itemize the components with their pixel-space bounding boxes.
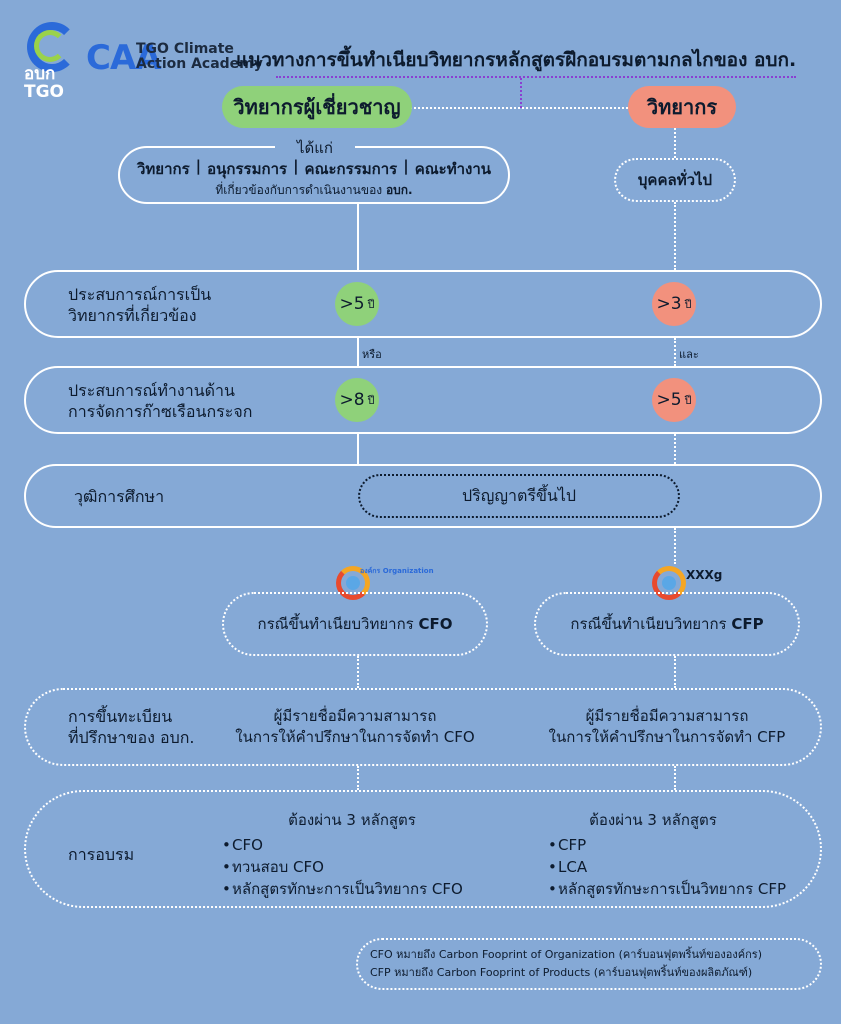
expert-header: วิทยากรผู้เชี่ยวชาญ — [222, 86, 412, 128]
course-item: • หลักสูตรทักษะการเป็นวิทยากร CFO — [222, 878, 482, 900]
speaker-ghg-years: >5 ปี — [652, 378, 696, 422]
speaker-target-box: บุคคลทั่วไป — [614, 158, 736, 202]
row-connector — [674, 766, 676, 790]
row-connector — [357, 338, 359, 366]
join-or: หรือ — [362, 348, 382, 361]
cfp-case-box: กรณีขึ้นทำเนียบวิทยากร CFP — [534, 592, 800, 656]
case-connector — [357, 656, 359, 688]
row-connector — [674, 338, 676, 366]
title-underline — [276, 76, 796, 78]
speaker-connector-top — [674, 128, 676, 158]
roles-note: ที่เกี่ยวข้องกับการดำเนินงานของ อบก. — [215, 183, 413, 197]
expert-connector — [357, 204, 359, 270]
caa-subtitle: TGO Climate Action Academy — [136, 41, 263, 72]
course-item: • LCA — [548, 856, 808, 878]
tgo-logo-inner-ring-icon — [34, 30, 66, 62]
cfo-training — [222, 808, 482, 900]
cfo-training-header: ต้องผ่าน 3 หลักสูตร — [288, 811, 416, 829]
cfp-training — [548, 808, 808, 900]
course-item: • CFP — [548, 834, 808, 856]
speaker-speaker-years: >3 ปี — [652, 282, 696, 326]
speaker-header: วิทยากร — [628, 86, 736, 128]
row-education-label: วุฒิการศึกษา — [74, 487, 165, 506]
cfp-registration: ผู้มีรายชื่อมีความสามารถ ในการให้คำปรึกษาในการจัดทำ CFP — [548, 707, 786, 746]
tgo-logo-thai: อบก — [24, 64, 56, 84]
footnotes — [370, 946, 816, 982]
row-registration-label: การขึ้นทะเบียน ที่ปรึกษาของ อบก. — [68, 707, 195, 747]
course-item: • หลักสูตรทักษะการเป็นวิทยากร CFP — [548, 878, 808, 900]
row-ghg-experience-label: ประสบการณ์ทำงานด้าน การจัดการก๊าซเรือนกระจก — [68, 381, 253, 421]
expert-speaker-years: >5 ปี — [335, 282, 379, 326]
tgo-logo — [24, 22, 76, 102]
cfp-training-header: ต้องผ่าน 3 หลักสูตร — [589, 811, 717, 829]
cfp-logo-icon: XXXg — [652, 562, 712, 606]
row-training-label: การอบรม — [68, 845, 135, 864]
role-item: วิทยากร — [136, 160, 190, 178]
role-item: คณะทำงาน — [414, 160, 492, 178]
row-connector — [674, 528, 676, 564]
expert-ghg-years: >8 ปี — [335, 378, 379, 422]
education-value: ปริญญาตรีขึ้นไป — [358, 474, 680, 518]
cfo-logo-icon: องค์กร Organization — [336, 562, 380, 606]
expert-roles-list: วิทยากร | อนุกรรมการ | คณะกรรมการ | คณะทำงาน — [126, 157, 502, 181]
caa-logo: CAA — [86, 38, 161, 78]
case-connector — [674, 656, 676, 688]
footnote-cfo: CFO หมายถึง Carbon Fooprint of Organization (คาร์บอนฟุตพริ้นท์ขององค์กร) — [370, 948, 762, 961]
includes-label: ได้แก่ — [275, 136, 355, 160]
row-connector — [357, 766, 359, 790]
page-title: แนวทางการขึ้นทำเนียบวิทยากรหลักสูตรฝึกอบรมตามกลไกของ อบก. — [236, 49, 797, 71]
speaker-connector — [674, 202, 676, 270]
tgo-logo-en: TGO — [24, 82, 65, 102]
role-item: อนุกรรมการ — [207, 160, 288, 178]
cfo-registration: ผู้มีรายชื่อมีความสามารถ ในการให้คำปรึกษาในการจัดทำ CFO — [235, 707, 475, 746]
course-item: • CFO — [222, 834, 482, 856]
cfo-case-box: กรณีขึ้นทำเนียบวิทยากร CFO — [222, 592, 488, 656]
row-connector — [674, 434, 676, 464]
title-connector — [520, 78, 522, 108]
row-connector — [357, 434, 359, 464]
footnote-cfp: CFP หมายถึง Carbon Fooprint of Products (คาร์บอนฟุตพริ้นท์ของผลิตภัณฑ์) — [370, 966, 753, 979]
row-speaker-experience-label: ประสบการณ์การเป็น วิทยากรที่เกี่ยวข้อง — [68, 285, 212, 325]
header-connector — [410, 107, 628, 109]
role-item: คณะกรรมการ — [304, 160, 398, 178]
join-and: และ — [679, 348, 699, 361]
course-item: • ทวนสอบ CFO — [222, 856, 482, 878]
